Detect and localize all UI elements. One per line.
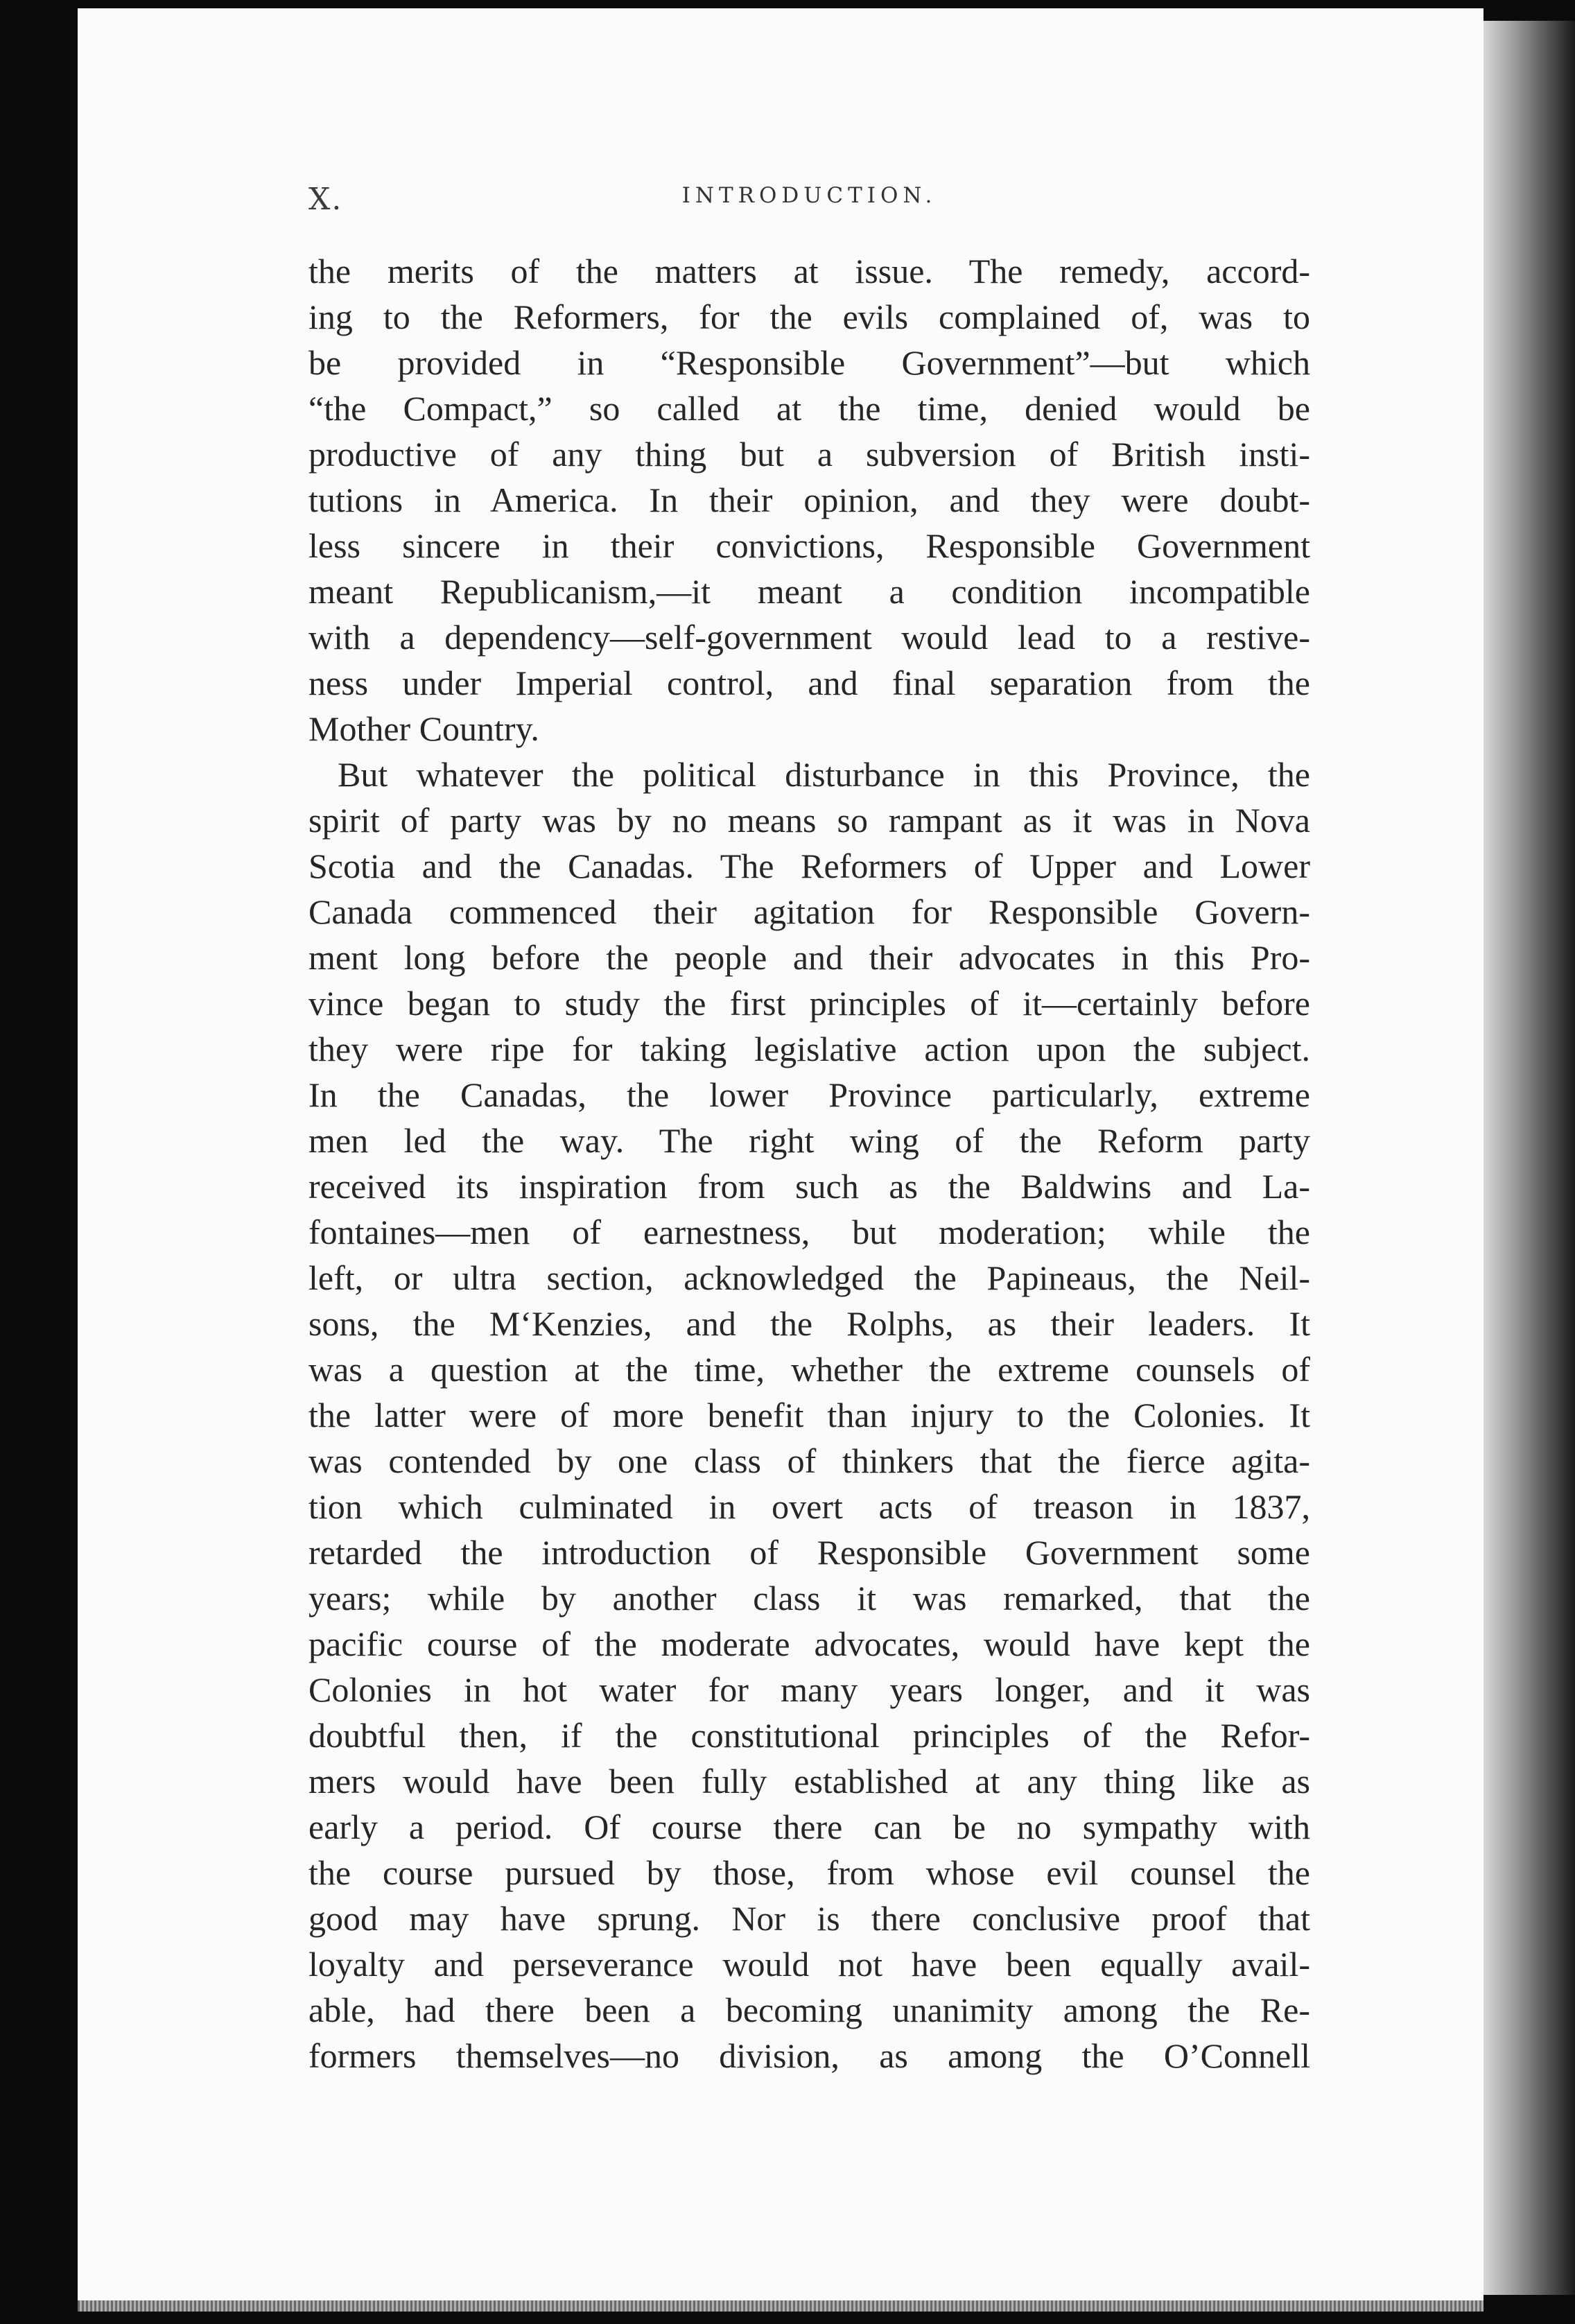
text-line: “the Compact,” so called at the time, denied would be <box>308 389 1310 428</box>
text-line: loyalty and perseverance would not have been equally avail- <box>308 1945 1310 1984</box>
text-line: mers would have been fully established at any thing like as <box>308 1762 1310 1801</box>
text-line: the latter were of more benefit than injury to the Colonies. It <box>308 1396 1310 1434</box>
text-line: In the Canadas, the lower Province particularly, extreme <box>308 1075 1310 1114</box>
text-line: doubtful then, if the constitutional principles of the Refor- <box>308 1716 1310 1755</box>
page-number: X. <box>308 182 343 217</box>
text-line: tion which culminated in overt acts of treason in 1837, <box>308 1487 1310 1526</box>
text-line: ness under Imperial control, and final separation from the <box>308 664 1310 702</box>
text-line: good may have sprung. Nor is there conclusive proof that <box>308 1899 1310 1938</box>
text-line: was a question at the time, whether the extreme counsels of <box>308 1350 1310 1389</box>
text-line: pacific course of the moderate advocates, would have kept the <box>308 1624 1310 1663</box>
paragraph-end-line: Mother Country. <box>308 709 539 748</box>
text-line: men led the way. The right wing of the Reform party <box>308 1121 1310 1160</box>
text-line: retarded the introduction of Responsible Government some <box>308 1533 1310 1572</box>
text-line: formers themselves—no division, as among the O’Connell <box>308 2036 1310 2075</box>
running-head-title: INTRODUCTION. <box>681 183 937 208</box>
text-line: Scotia and the Canadas. The Reformers of Upper and Lower <box>308 847 1310 885</box>
page-edge-shadow <box>1483 21 1575 2295</box>
text-line: left, or ultra section, acknowledged the Papineaus, the Neil- <box>308 1258 1310 1297</box>
text-line: was contended by one class of thinkers that the fierce agita- <box>308 1441 1310 1480</box>
text-line: received its inspiration from such as the Baldwins and La- <box>308 1167 1310 1206</box>
paragraph-start-line: But whatever the political disturbance in this Province, the <box>338 755 1310 794</box>
text-line: Colonies in hot water for many years longer, and it was <box>308 1670 1310 1709</box>
text-line: fontaines—men of earnestness, but moderation; while the <box>308 1213 1310 1251</box>
text-line: tutions in America. In their opinion, and they were doubt- <box>308 480 1310 519</box>
text-line: early a period. Of course there can be no sympathy with <box>308 1807 1310 1846</box>
text-line: the merits of the matters at issue. The remedy, accord- <box>308 252 1310 290</box>
text-line: vince began to study the first principles of it—certainly before <box>308 984 1310 1023</box>
text-line: sons, the M‘Kenzies, and the Rolphs, as their leaders. It <box>308 1304 1310 1343</box>
text-line: Canada commenced their agitation for Responsible Govern- <box>308 892 1310 931</box>
text-line: with a dependency—self-government would lead to a restive- <box>308 618 1310 657</box>
text-line: spirit of party was by no means so rampant as it was in Nova <box>308 801 1310 840</box>
text-line: meant Republicanism,—it meant a condition incompatible <box>308 572 1310 611</box>
text-line: ing to the Reformers, for the evils complained of, was to <box>308 297 1310 336</box>
body-text <box>308 248 1310 2079</box>
text-line: be provided in “Responsible Government”—but which <box>308 343 1310 382</box>
text-line: years; while by another class it was remarked, that the <box>308 1579 1310 1618</box>
text-line: less sincere in their convictions, Responsible Government <box>308 526 1310 565</box>
text-line: productive of any thing but a subversion of British insti- <box>308 435 1310 474</box>
text-line: ment long before the people and their advocates in this Pro- <box>308 938 1310 977</box>
page-bottom-edge <box>78 2300 1483 2312</box>
text-line: able, had there been a becoming unanimity among the Re- <box>308 1991 1310 2029</box>
running-head <box>308 182 1310 216</box>
text-line: they were ripe for taking legislative action upon the subject. <box>308 1030 1310 1068</box>
text-line: the course pursued by those, from whose evil counsel the <box>308 1853 1310 1892</box>
